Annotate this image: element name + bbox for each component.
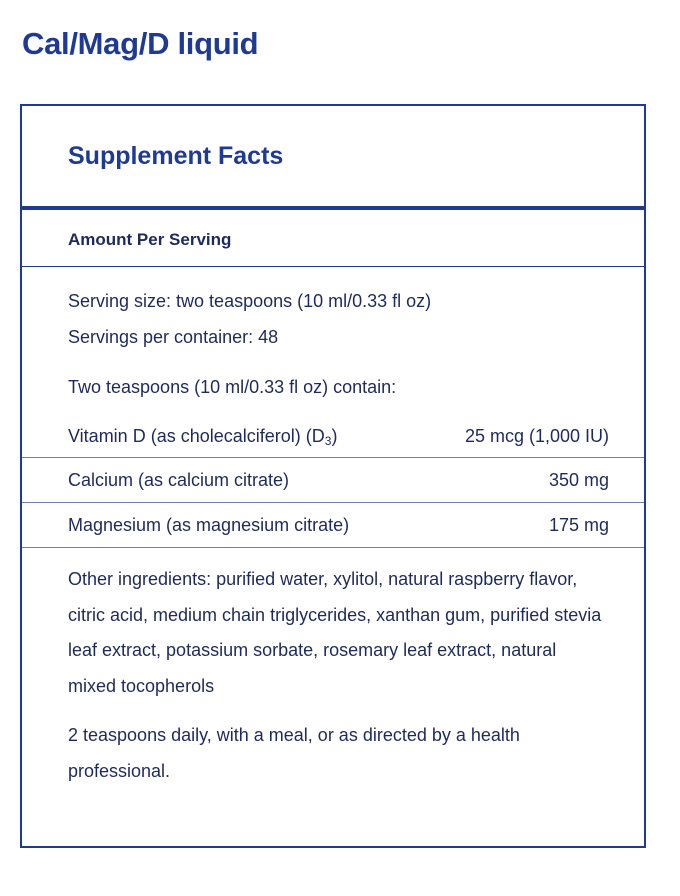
nutrient-amount: 25 mcg (1,000 IU) <box>464 426 609 446</box>
nutrient-row-calcium <box>22 458 644 503</box>
servings-per-container: Servings per container: 48 <box>68 327 279 347</box>
contains-statement: Two teaspoons (10 ml/0.33 fl oz) contain: <box>68 377 397 397</box>
other-ingredients: Other ingredients: purified water, xylitol, natural raspberry flavor, citric acid, medium chain triglycerides, xanthan gum, purified stevia leaf extract, potassium sorbate, rosemary leaf extract, natural mixed tocopherols <box>68 569 602 696</box>
amount-per-serving-row <box>22 210 644 267</box>
nutrient-row-vitamin-d <box>22 414 644 458</box>
serving-size: Serving size: two teaspoons (10 ml/0.33 fl oz) <box>68 291 432 311</box>
nutrient-name: Magnesium (as magnesium citrate) <box>68 515 350 535</box>
directions: 2 teaspoons daily, with a meal, or as directed by a health professional. <box>68 725 520 781</box>
nutrient-amount: 175 mg <box>548 515 609 535</box>
serving-info <box>22 267 644 414</box>
nutrient-subscript: 3 <box>324 434 332 448</box>
nutrient-amount: 350 mg <box>548 470 609 490</box>
amount-per-serving-label: Amount Per Serving <box>68 230 232 249</box>
nutrient-row-magnesium <box>22 503 644 548</box>
other-ingredients-section <box>22 548 644 789</box>
nutrient-name: Calcium (as calcium citrate) <box>68 470 290 490</box>
facts-header <box>22 106 644 210</box>
nutrient-name-suffix: ) <box>331 426 338 446</box>
facts-heading: Supplement Facts <box>68 142 284 170</box>
nutrient-name <box>68 426 337 448</box>
nutrient-name-text: Vitamin D (as cholecalciferol) (D <box>68 426 325 446</box>
product-title: Cal/Mag/D liquid <box>22 26 259 61</box>
supplement-facts-panel <box>20 104 646 848</box>
